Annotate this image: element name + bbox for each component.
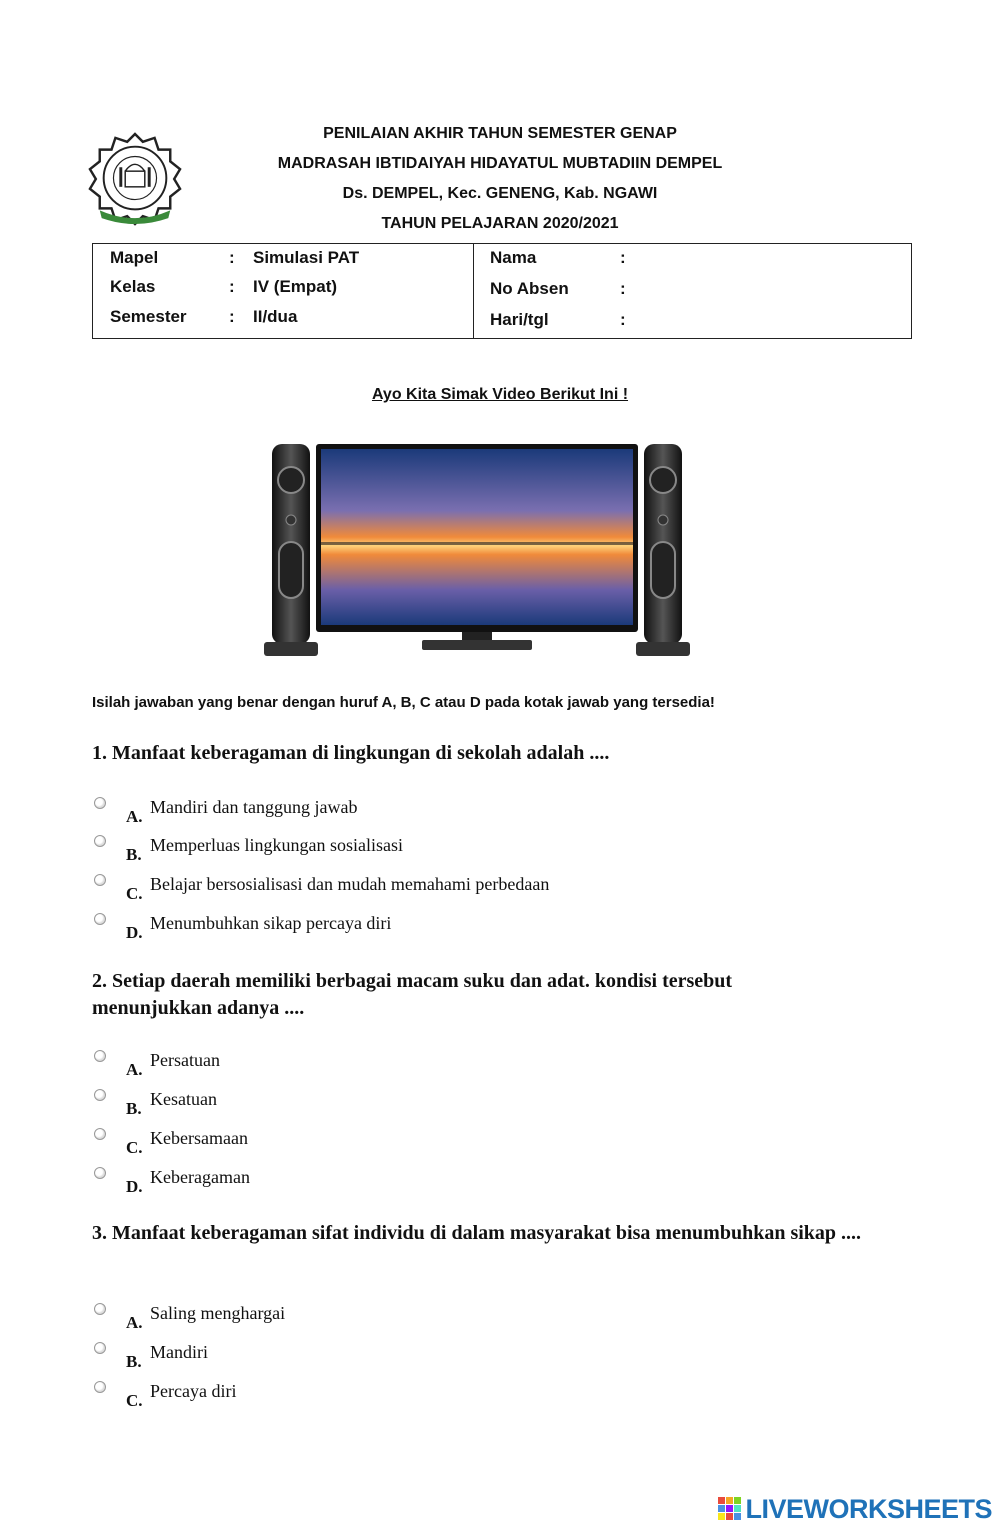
- option-letter: C.: [126, 1391, 143, 1410]
- radio-button[interactable]: [94, 835, 106, 847]
- option-text: Percaya diri: [150, 1381, 237, 1401]
- liveworksheets-brand[interactable]: [717, 1494, 992, 1524]
- radio-button[interactable]: [94, 874, 106, 886]
- option-letter: D.: [126, 1177, 143, 1196]
- option-text: Mandiri: [150, 1342, 208, 1362]
- radio-button[interactable]: [94, 1128, 106, 1140]
- info-value-kelas: IV (Empat): [253, 277, 338, 296]
- info-table: [92, 243, 912, 339]
- info-sep: :: [229, 248, 235, 267]
- radio-button[interactable]: [94, 1089, 106, 1101]
- option-letter: B.: [126, 1099, 142, 1118]
- option-letter: C.: [126, 1138, 143, 1157]
- header-line-4: TAHUN PELAJARAN 2020/2021: [381, 215, 619, 232]
- instruction-text: Isilah jawaban yang benar dengan huruf A, B, C atau D pada kotak jawab yang tersedia!: [92, 694, 715, 711]
- info-label-mapel: Mapel: [110, 248, 159, 267]
- option-text: Keberagaman: [150, 1167, 250, 1187]
- tv-video-image[interactable]: [262, 442, 692, 660]
- info-sep: :: [229, 307, 235, 326]
- header-line-1: PENILAIAN AKHIR TAHUN SEMESTER GENAP: [323, 125, 677, 142]
- info-sep: :: [620, 279, 626, 298]
- info-sep: :: [229, 277, 235, 296]
- info-sep: :: [620, 248, 626, 267]
- radio-button[interactable]: [94, 1342, 106, 1354]
- info-label-nama: Nama: [490, 248, 537, 267]
- option-letter: B.: [126, 845, 142, 864]
- radio-button[interactable]: [94, 1381, 106, 1393]
- info-label-hari-tgl: Hari/tgl: [490, 310, 549, 329]
- option-text: Belajar bersosialisasi dan mudah memahami perbedaan: [150, 874, 550, 894]
- radio-button[interactable]: [94, 797, 106, 809]
- option-letter: A.: [126, 1313, 143, 1332]
- info-label-semester: Semester: [110, 307, 187, 326]
- header-line-2: MADRASAH IBTIDAIYAH HIDAYATUL MUBTADIIN DEMPEL: [277, 155, 723, 172]
- option-letter: B.: [126, 1352, 142, 1371]
- question-3: 3. Manfaat keberagaman sifat individu di dalam masyarakat bisa menumbuhkan sikap ....: [92, 1222, 862, 1244]
- option-letter: A.: [126, 1060, 143, 1079]
- info-sep: :: [620, 310, 626, 329]
- option-text: Kesatuan: [150, 1089, 217, 1109]
- brand-name: LIVEWORKSHEETS: [745, 1493, 992, 1524]
- question-2: 2. Setiap daerah memiliki berbagai macam suku dan adat. kondisi tersebut menunjukkan adanya ....: [92, 970, 733, 1019]
- info-value-mapel: Simulasi PAT: [253, 248, 360, 267]
- option-letter: C.: [126, 884, 143, 903]
- option-text: Menumbuhkan sikap percaya diri: [150, 913, 392, 933]
- liveworksheets-logo-icon: [717, 1496, 743, 1522]
- radio-button[interactable]: [94, 913, 106, 925]
- option-letter: A.: [126, 807, 143, 826]
- radio-button[interactable]: [94, 1303, 106, 1315]
- info-label-no-absen: No Absen: [490, 279, 569, 298]
- option-text: Kebersamaan: [150, 1128, 248, 1148]
- option-letter: D.: [126, 923, 143, 942]
- info-label-kelas: Kelas: [110, 277, 156, 296]
- info-value-semester: II/dua: [253, 307, 298, 326]
- video-title: Ayo Kita Simak Video Berikut Ini !: [371, 386, 629, 403]
- option-text: Saling menghargai: [150, 1303, 286, 1323]
- radio-button[interactable]: [94, 1050, 106, 1062]
- option-text: Mandiri dan tanggung jawab: [150, 797, 358, 817]
- radio-button[interactable]: [94, 1167, 106, 1179]
- option-text: Memperluas lingkungan sosialisasi: [150, 835, 403, 855]
- school-logo: [86, 132, 184, 226]
- header-line-3: Ds. DEMPEL, Kec. GENENG, Kab. NGAWI: [342, 185, 658, 202]
- info-divider: [473, 244, 474, 338]
- option-text: Persatuan: [150, 1050, 220, 1070]
- question-1: 1. Manfaat keberagaman di lingkungan di sekolah adalah ....: [92, 742, 610, 764]
